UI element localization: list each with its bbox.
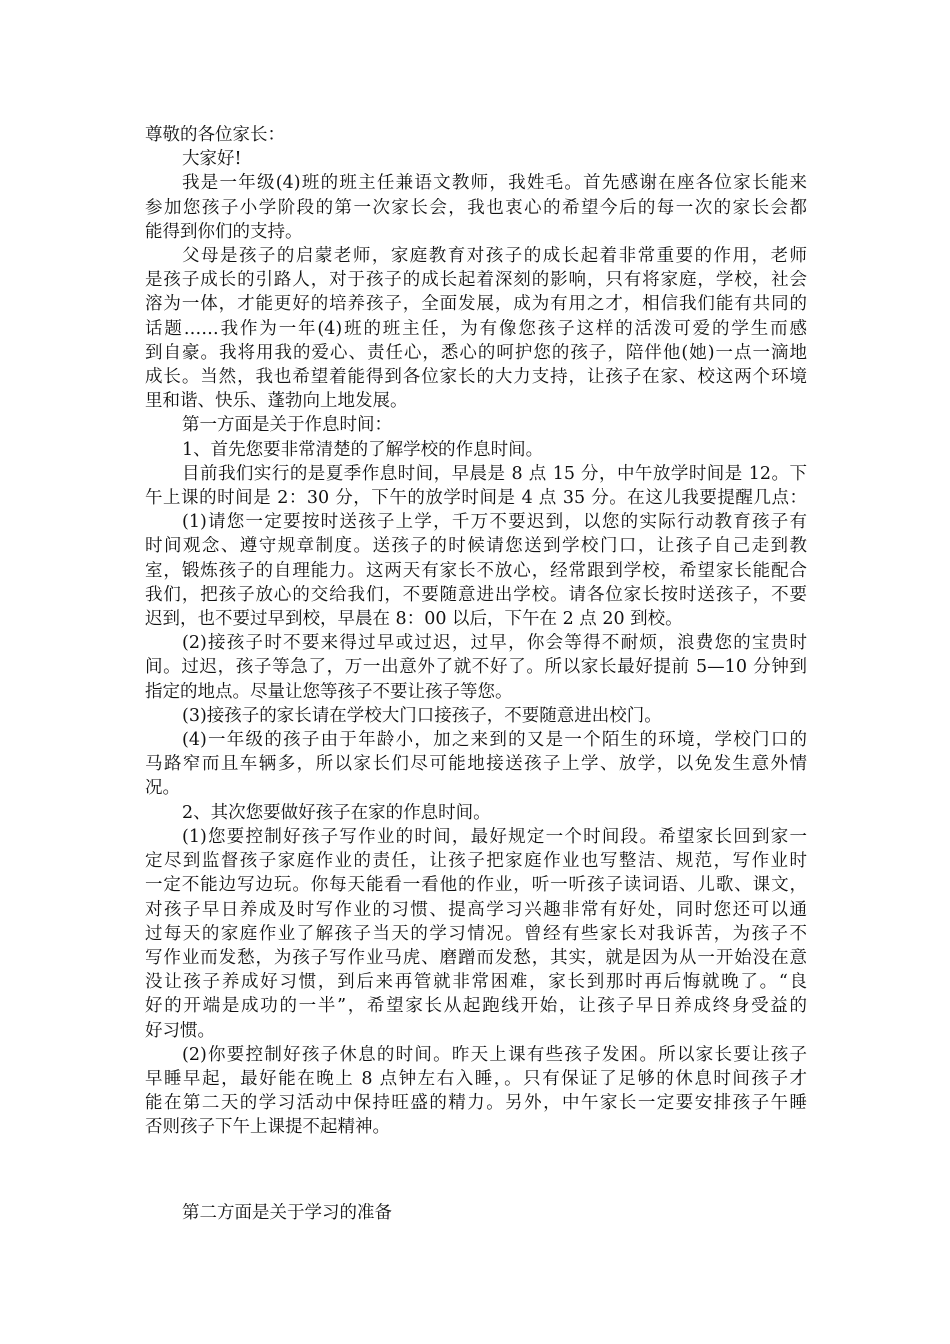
text-line: 定尽到监督孩子家庭作业的责任，让孩子把家庭作业也写整洁、规范，写作业时 — [145, 851, 807, 872]
text-line: 否则孩子下午上课提不起精神。 — [145, 1117, 390, 1138]
text-line: (2)接孩子时不要来得过早或过迟，过早，你会等得不耐烦，浪费您的宝贵时 — [182, 633, 807, 654]
text-line: 第一方面是关于作息时间： — [182, 415, 392, 436]
text-line: 我是一年级(4)班的班主任兼语文教师，我姓毛。首先感谢在座各位家长能来 — [182, 173, 807, 194]
text-line: 参加您孩子小学阶段的第一次家长会，我也衷心的希望今后的每一次的家长会都 — [145, 197, 807, 218]
text-line: 1、首先您要非常清楚的了解学校的作息时间。 — [182, 439, 544, 460]
text-line: 迟到，也不要过早到校，早晨在 8：00 以后，下午在 2 点 20 到校。 — [145, 609, 683, 630]
text-line: 能得到你们的支持。 — [145, 221, 303, 242]
blank-line — [145, 1157, 807, 1183]
text-line: 一定不能边写边玩。你每天能看一看他的作业，听一听孩子读词语、儿歌、课文， — [145, 875, 807, 896]
text-line: 话题……我作为一年(4)班的班主任，为有像您孩子这样的活泼可爱的学生而感 — [145, 318, 807, 339]
text-line: 早睡早起，最好能在晚上 8 点钟左右入睡，。只有保证了足够的休息时间孩子才 — [145, 1068, 807, 1089]
text-line: (4)一年级的孩子由于年龄小，加之来到的又是一个陌生的环境，学校门口的 — [182, 730, 807, 751]
text-line: 过每天的家庭作业了解孩子当天的学习情况。曾经有些家长对我诉苦，为孩子不 — [145, 923, 807, 944]
text-line: 午上课的时间是 2：30 分，下午的放学时间是 4 点 35 分。在这儿我要提醒几点： — [145, 488, 807, 509]
text-line: (1)请您一定要按时送孩子上学，千万不要迟到，以您的实际行动教育孩子有 — [182, 512, 807, 533]
text-line: (1)您要控制好孩子写作业的时间，最好规定一个时间段。希望家长回到家一 — [182, 826, 807, 847]
text-line: 时间观念、遵守规章制度。送孩子的时候请您送到学校门口，让孩子自己走到教 — [145, 536, 807, 557]
text-line: 目前我们实行的是夏季作息时间，早晨是 8 点 15 分，中午放学时间是 12。下 — [182, 463, 807, 484]
text-line: 父母是孩子的启蒙老师，家庭教育对孩子的成长起着非常重要的作用，老师 — [182, 246, 807, 267]
text-line: 指定的地点。尽量让您等孩子不要让孩子等您。 — [145, 681, 513, 702]
text-line: (3)接孩子的家长请在学校大门口接孩子，不要随意进出校门。 — [182, 705, 662, 726]
text-line: 室，锻炼孩子的自理能力。这两天有家长不放心，经常跟到学校，希望家长能配合 — [145, 560, 807, 581]
text-line: 尊敬的各位家长： — [145, 125, 285, 145]
text-line: 成长。当然，我也希望着能得到各位家长的大力支持，让孩子在家、校这两个环境 — [145, 367, 807, 388]
text-line: 马路窄而且车辆多，所以家长们尽可能地接送孩子上学、放学，以免发生意外情 — [145, 754, 807, 775]
text-line: 我们，把孩子放心的交给我们，不要随意进出学校。请各位家长按时送孩子，不要 — [145, 584, 807, 605]
text-line: 没让孩子养成好习惯，到后来再管就非常困难，家长到那时再后悔就晚了。“良 — [145, 972, 807, 993]
text-line: (2)你要控制好孩子休息的时间。昨天上课有些孩子发困。所以家长要让孩子 — [182, 1044, 807, 1065]
text-line: 能在第二天的学习活动中保持旺盛的精力。另外，中午家长一定要安排孩子午睡 — [145, 1093, 807, 1114]
text-line: 里和谐、快乐、蓬勃向上地发展。 — [145, 391, 408, 412]
text-line: 况。 — [145, 778, 180, 799]
text-line: 大家好! — [182, 149, 242, 170]
text-line: 第二方面是关于学习的准备 — [182, 1202, 392, 1223]
text-line: 溶为一体，才能更好的培养孩子，全面发展，成为有用之才，相信我们能有共同的 — [145, 294, 807, 315]
text-line: 2、其次您要做好孩子在家的作息时间。 — [182, 802, 491, 823]
text-line: 到自豪。我将用我的爱心、责任心，悉心的呵护您的孩子，陪伴他(她)一点一滴地 — [145, 342, 807, 363]
text-line: 好习惯。 — [145, 1020, 215, 1041]
text-line: 好的开端是成功的一半”，希望家长从起跑线开始，让孩子早日养成终身受益的 — [145, 996, 807, 1017]
text-line: 对孩子早日养成及时写作业的习惯、提高学习兴趣非常有好处，同时您还可以通 — [145, 899, 807, 920]
letter-body — [145, 123, 807, 1225]
text-line: 是孩子成长的引路人，对于孩子的成长起着深刻的影响，只有将家庭，学校，社会 — [145, 270, 807, 291]
text-line: 间。过迟，孩子等急了，万一出意外了就不好了。所以家长最好提前 5—10 分钟到 — [145, 657, 807, 678]
text-line: 写作业而发愁，为孩子写作业马虎、磨蹭而发愁，其实，就是因为从一开始没在意 — [145, 947, 807, 968]
